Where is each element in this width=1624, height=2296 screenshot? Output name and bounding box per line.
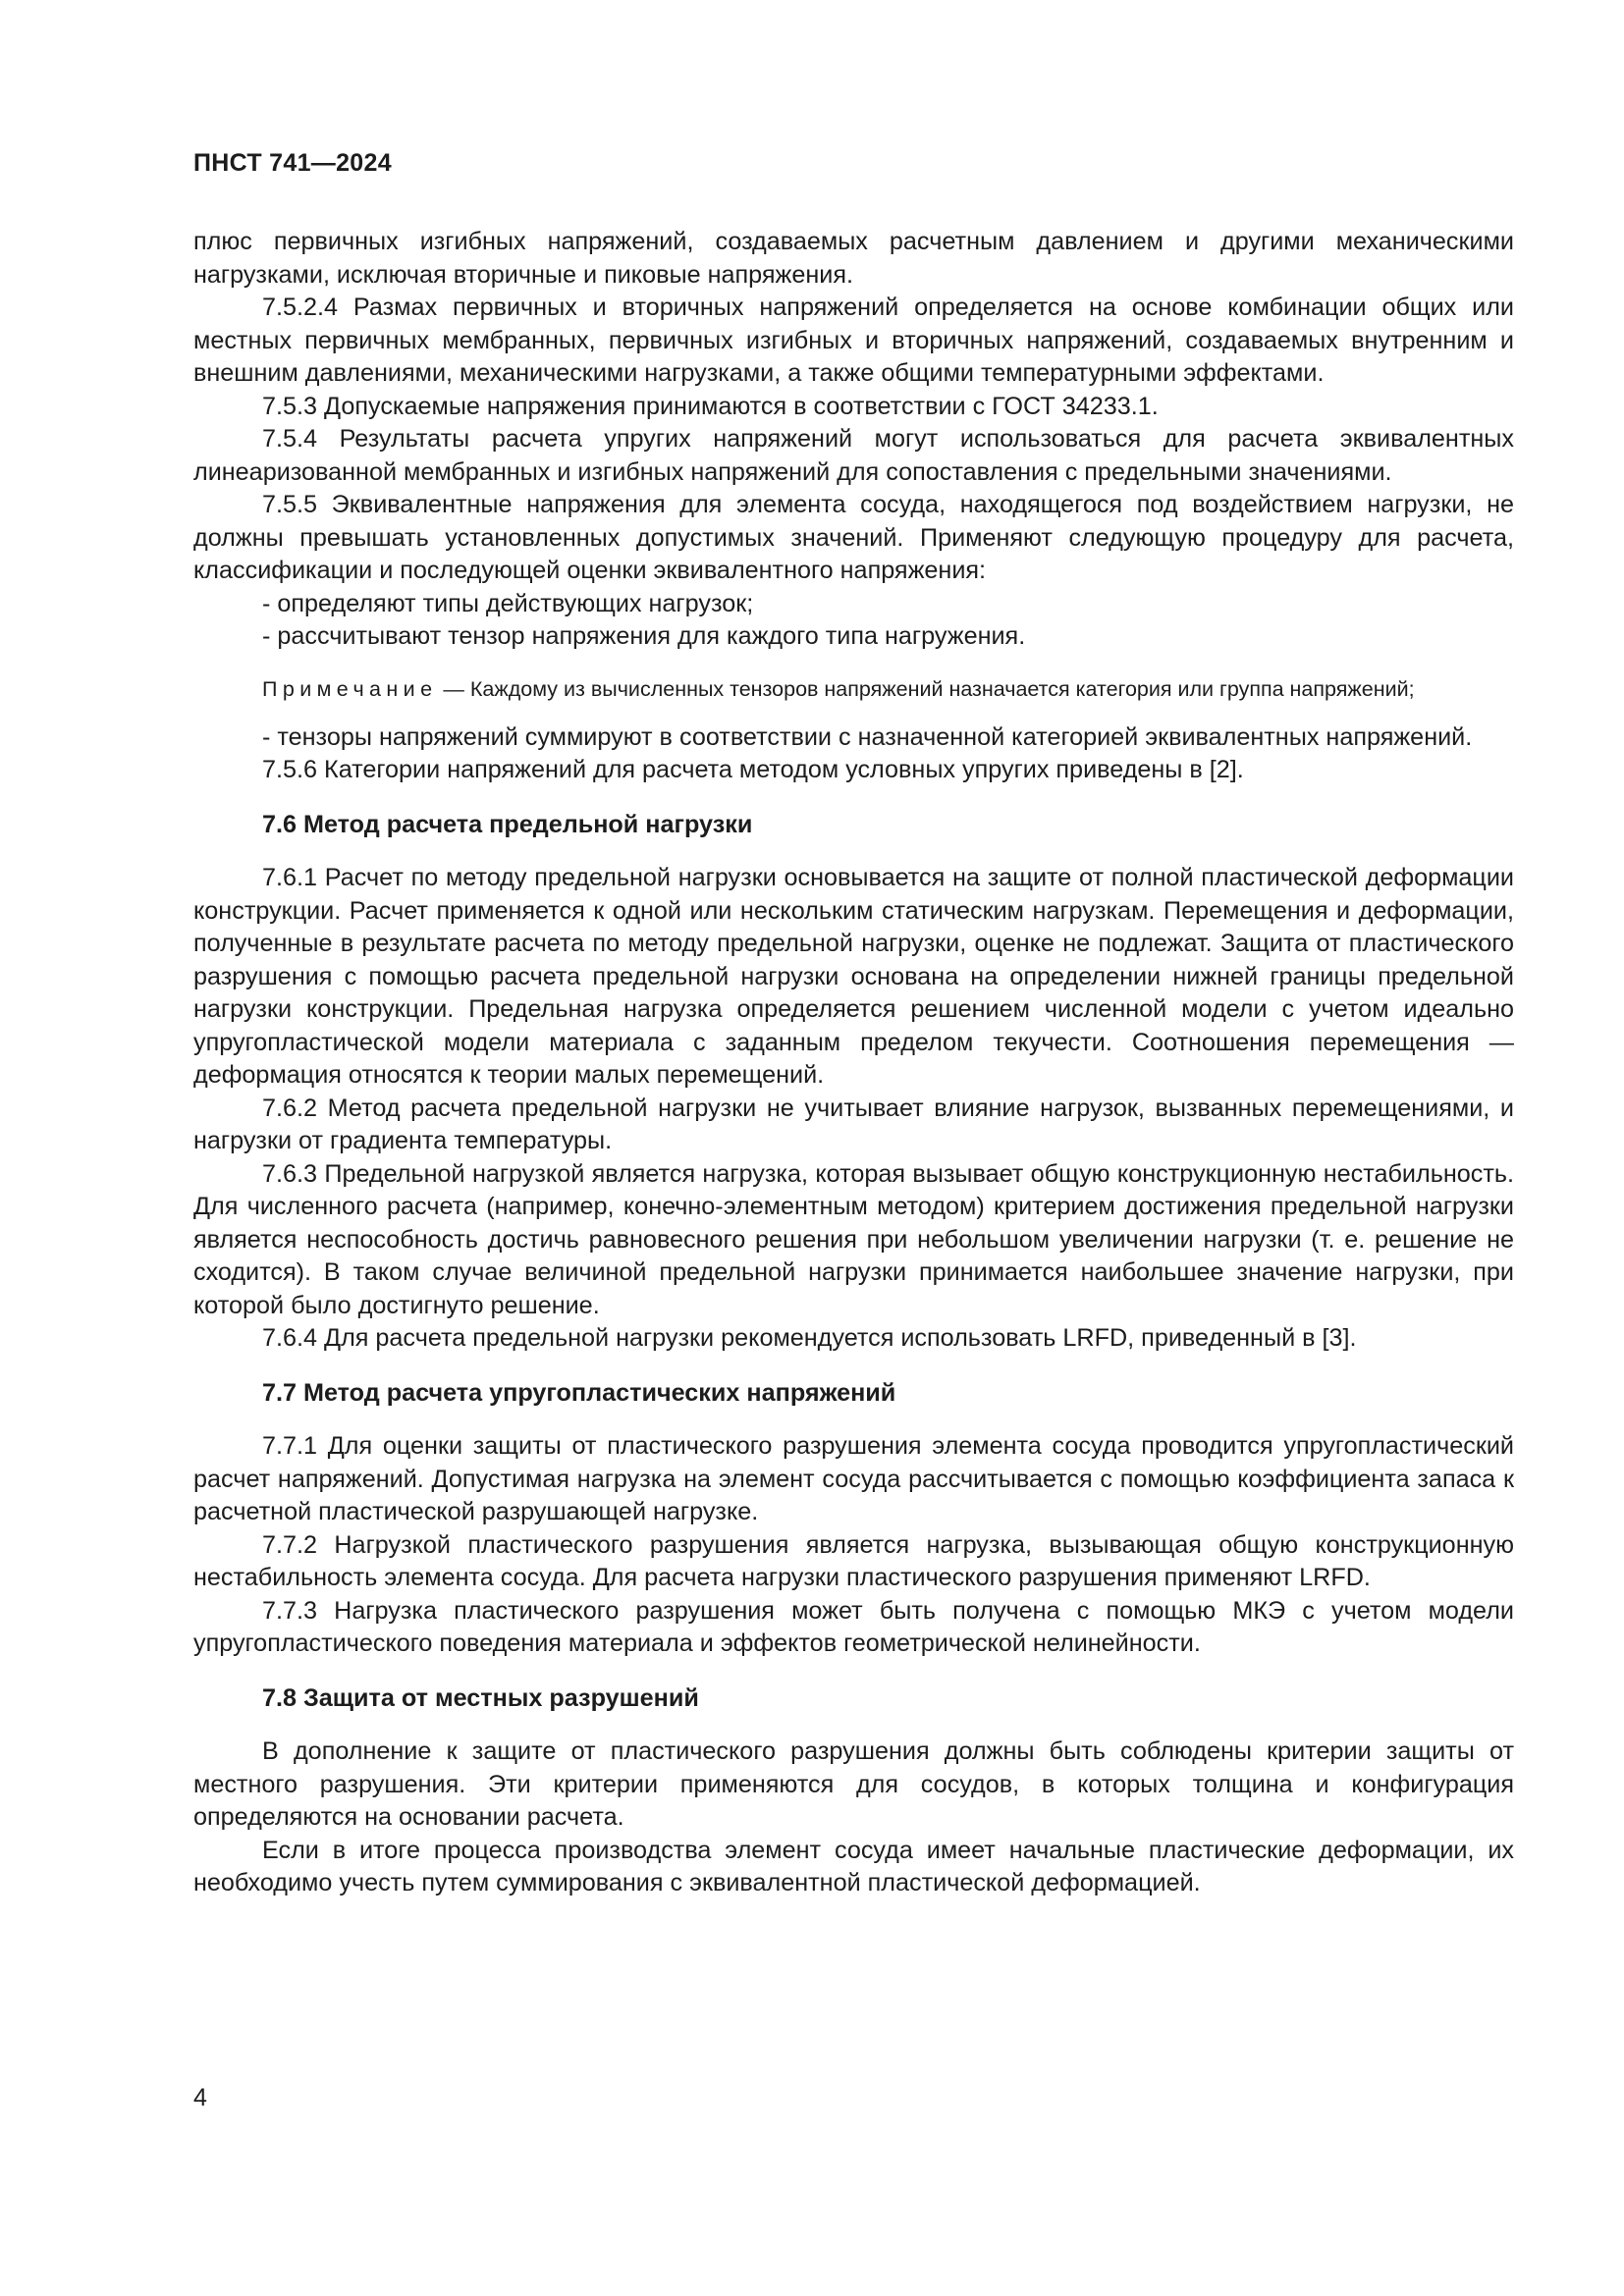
paragraph-7-8-a: В дополнение к защите от пластического разрушения должны быть соблюдены критерии защиты от местного разрушения. Эти критерии применяются для сосудов, в которых толщина и конфигурация определяются на основании расчета. <box>193 1737 1514 1831</box>
section-heading-7-6: 7.6 Метод расчета предельной нагрузки <box>262 810 753 838</box>
paragraph-7-5-2-4: 7.5.2.4 Размах первичных и вторичных напряжений определяется на основе комбинации общих или местных первичных мембранных, первичных изгибных и вторичных напряжений, создаваемых внутренним и внешним давлениями, механическими нагрузками, а также общими температурными эффектами. <box>193 294 1514 387</box>
note <box>193 674 1514 704</box>
paragraph-7-5-3: 7.5.3 Допускаемые напряжения принимаются в соответствии с ГОСТ 34233.1. <box>262 392 1159 420</box>
section-heading-7-7: 7.7 Метод расчета упругопластических напряжений <box>262 1378 896 1407</box>
list-item: - рассчитывают тензор напряжения для каждого типа нагружения. <box>262 622 1026 650</box>
paragraph-7-7-2: 7.7.2 Нагрузкой пластического разрушения является нагрузка, вызывающая общую конструкционную нестабильность элемента сосуда. Для расчета нагрузки пластического разрушения применяют LRFD. <box>193 1530 1514 1591</box>
paragraph-7-8-b: Если в итоге процесса производства элемент сосуда имеет начальные пластические деформации, их необходимо учесть путем суммирования с эквивалентной пластической деформацией. <box>193 1836 1514 1896</box>
paragraph-7-6-2: 7.6.2 Метод расчета предельной нагрузки не учитывает влияние нагрузок, вызванных перемещениями, и нагрузки от градиента температуры. <box>193 1094 1514 1154</box>
section-heading-7-8: 7.8 Защита от местных разрушений <box>262 1683 699 1712</box>
note-label: Примечание <box>262 676 438 701</box>
paragraph-continuation: плюс первичных изгибных напряжений, создаваемых расчетным давлением и другими механическими нагрузками, исключая вторичные и пиковые напряжения. <box>193 228 1514 289</box>
paragraph-7-7-1: 7.7.1 Для оценки защиты от пластического разрушения элемента сосуда проводится упругопластический расчет напряжений. Допустимая нагрузка на элемент сосуда рассчитывается с помощью коэффициента запаса к расчетной пластической разрушающей нагрузке. <box>193 1432 1514 1525</box>
paragraph-7-5-4: 7.5.4 Результаты расчета упругих напряжений могут использоваться для расчета эквивалентных линеаризованной мембранных и изгибных напряжений для сопоставления с предельными значениями. <box>193 425 1514 486</box>
list-item: - тензоры напряжений суммируют в соответствии с назначенной категорией эквивалентных напряжений. <box>262 722 1473 751</box>
paragraph-7-7-3: 7.7.3 Нагрузка пластического разрушения может быть получена с помощью МКЭ с учетом модели упругопластического поведения материала и эффектов геометрической нелинейности. <box>193 1596 1514 1657</box>
body-text <box>193 226 1514 1900</box>
paragraph-7-5-6: 7.5.6 Категории напряжений для расчета методом условных упругих приведены в [2]. <box>262 756 1244 783</box>
document-code: ПНСТ 741—2024 <box>193 149 392 177</box>
page-number: 4 <box>193 2084 207 2111</box>
note-text: — Каждому из вычисленных тензоров напряжений назначается категория или группа напряжений; <box>437 676 1415 701</box>
list-item: - определяют типы действующих нагрузок; <box>262 589 754 617</box>
paragraph-7-6-4: 7.6.4 Для расчета предельной нагрузки рекомендуется использовать LRFD, приведенный в [3]. <box>262 1324 1357 1352</box>
paragraph-7-6-1: 7.6.1 Расчет по методу предельной нагрузки основывается на защите от полной пластической деформации конструкции. Расчет применяется к одной или нескольким статическим нагрузкам. Перемещения и деформации, полученные в результате расчета по методу предельной нагрузки, оценке не подлежат. Защита от пластического разрушения с помощью расчета предельной нагрузки основана на определении нижней границы предельной нагрузки конструкции. Предельная нагрузка определяется решением численной модели с учетом идеально упругопластической модели материала с заданным пределом текучести. Соотношения перемещения — деформация относятся к теории малых перемещений. <box>193 864 1514 1089</box>
paragraph-7-6-3: 7.6.3 Предельной нагрузкой является нагрузка, которая вызывает общую конструкционную нестабильность. Для численного расчета (например, конечно-элементным методом) критерием достижения предельной нагрузки является неспособность достичь равновесного решения при небольшом увеличении нагрузки (т. е. решение не сходится). В таком случае величиной предельной нагрузки принимается наибольшее значение нагрузки, при которой было достигнуто решение. <box>193 1159 1514 1319</box>
paragraph-7-5-5: 7.5.5 Эквивалентные напряжения для элемента сосуда, находящегося под воздействием нагрузки, не должны превышать установленных допустимых значений. Применяют следующую процедуру для расчета, классификации и последующей оценки эквивалентного напряжения: <box>193 491 1514 584</box>
